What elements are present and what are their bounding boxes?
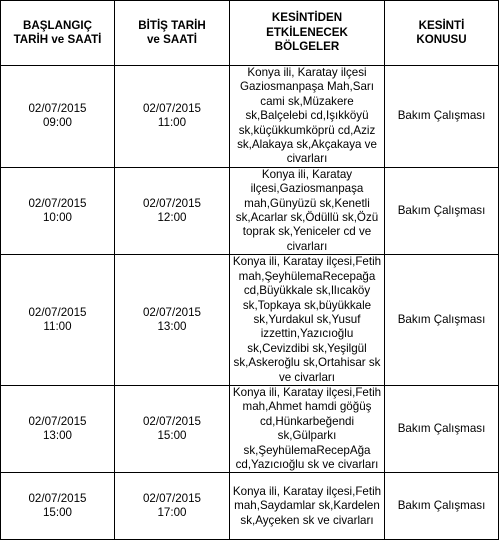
end-date: 02/07/2015 <box>142 196 202 210</box>
end-datetime-cell <box>115 255 230 386</box>
end-date: 02/07/2015 <box>142 102 202 116</box>
table-row <box>1 473 499 540</box>
end-date: 02/07/2015 <box>142 491 202 505</box>
header-end-datetime <box>115 1 230 66</box>
start-datetime-cell <box>1 385 115 472</box>
header-outage-subject <box>385 1 499 66</box>
start-date: 02/07/2015 <box>28 196 87 210</box>
affected-region-cell <box>230 66 385 168</box>
header-regions-line-1: KESİNTİDEN ETKİLENECEK <box>266 11 348 39</box>
start-datetime-cell <box>1 167 115 254</box>
table-row <box>1 66 499 168</box>
outage-subject-text: Bakım Çalışması <box>397 499 486 513</box>
affected-region-cell <box>230 167 385 254</box>
header-regions-line-2: BÖLGELER <box>274 40 340 54</box>
end-datetime-cell <box>115 167 230 254</box>
header-subject-line-2: KONUSU <box>416 33 467 46</box>
header-affected-regions <box>230 1 385 66</box>
start-datetime-cell <box>1 255 115 386</box>
affected-region-text: Konya ili, Karatay ilçesi,Fetih mah,Ahmet hamdi göğüş cd,Hünkarbeğendi sk,Gülparkı sk,ŞeyhülemaRecepAğa cd,Yazıcıoğlu sk ve civarları <box>232 385 382 471</box>
affected-region-text: Konya ili, Karatay ilçesi Gaziosmanpaşa Mah,Sarı cami sk,Müzakere sk,Balçelebi cd,Işıkköyü sk,küçükkumköprü cd,Aziz sk,Alakaya sk,Akçakaya ve civarları <box>237 66 377 166</box>
start-time: 13:00 <box>42 429 72 443</box>
end-time: 17:00 <box>157 506 187 520</box>
end-time: 11:00 <box>157 116 187 130</box>
start-time: 09:00 <box>42 116 72 130</box>
end-time: 13:00 <box>157 320 187 334</box>
start-time: 15:00 <box>42 506 72 520</box>
end-datetime-cell <box>115 473 230 540</box>
start-datetime-cell <box>1 473 115 540</box>
affected-region-text: Konya ili, Karatay ilçesi,Gaziosmanpaşa mah,Günyüzü sk,Kenetli sk,Acarlar sk,Ödüllü sk,Özü toprak sk,Yeniceler cd ve civarları <box>235 167 379 253</box>
affected-region-cell <box>230 255 385 386</box>
start-date: 02/07/2015 <box>28 491 87 505</box>
outage-subject-cell <box>385 473 499 540</box>
outage-subject-cell <box>385 167 499 254</box>
end-datetime-cell <box>115 66 230 168</box>
end-datetime-cell <box>115 385 230 472</box>
outage-subject-cell <box>385 66 499 168</box>
header-start-datetime <box>1 1 115 66</box>
header-row <box>1 1 499 66</box>
outage-subject-text: Bakım Çalışması <box>397 421 486 435</box>
header-start-line-2: TARİH ve SAATİ <box>13 33 102 46</box>
affected-region-text: Konya ili, Karatay ilçesi,Fetih mah,ŞeyhülemaRecepağa cd,Büyükkale sk,Ilıcaköy sk,Topkaya sk,büyükkale sk,Yurdakul sk,Yusuf izzettin,Yazıcıoğlu sk,Cevizdibi sk,Yeşilgül sk,Askeroğlu sk,Ortahisar sk ve civarları <box>232 255 382 384</box>
header-subject-line-1: KESİNTİ <box>418 18 465 32</box>
outage-subject-cell <box>385 385 499 472</box>
table-row <box>1 385 499 472</box>
start-datetime-cell <box>1 66 115 168</box>
outage-subject-text: Bakım Çalışması <box>397 312 486 326</box>
end-date: 02/07/2015 <box>142 414 202 428</box>
outage-subject-text: Bakım Çalışması <box>397 109 486 123</box>
table-row <box>1 255 499 386</box>
outage-subject-text: Bakım Çalışması <box>397 203 486 217</box>
header-end-line-1: BİTİŞ TARİH <box>138 18 206 32</box>
start-date: 02/07/2015 <box>28 414 87 428</box>
end-time: 12:00 <box>157 211 187 225</box>
start-date: 02/07/2015 <box>28 102 87 116</box>
end-date: 02/07/2015 <box>142 305 202 319</box>
outage-subject-cell <box>385 255 499 386</box>
end-time: 15:00 <box>157 429 187 443</box>
start-time: 10:00 <box>42 211 72 225</box>
affected-region-cell <box>230 473 385 540</box>
start-time: 11:00 <box>43 320 72 334</box>
affected-region-cell <box>230 385 385 472</box>
start-date: 02/07/2015 <box>28 305 87 319</box>
header-end-line-2: ve SAATİ <box>146 33 198 46</box>
affected-region-text: Konya ili, Karatay ilçesi,Fetih mah,Saydamlar sk,Kardelen sk,Ayçeken sk ve civarları <box>232 484 382 527</box>
table-row <box>1 167 499 254</box>
header-start-line-1: BAŞLANGIÇ <box>23 18 92 32</box>
